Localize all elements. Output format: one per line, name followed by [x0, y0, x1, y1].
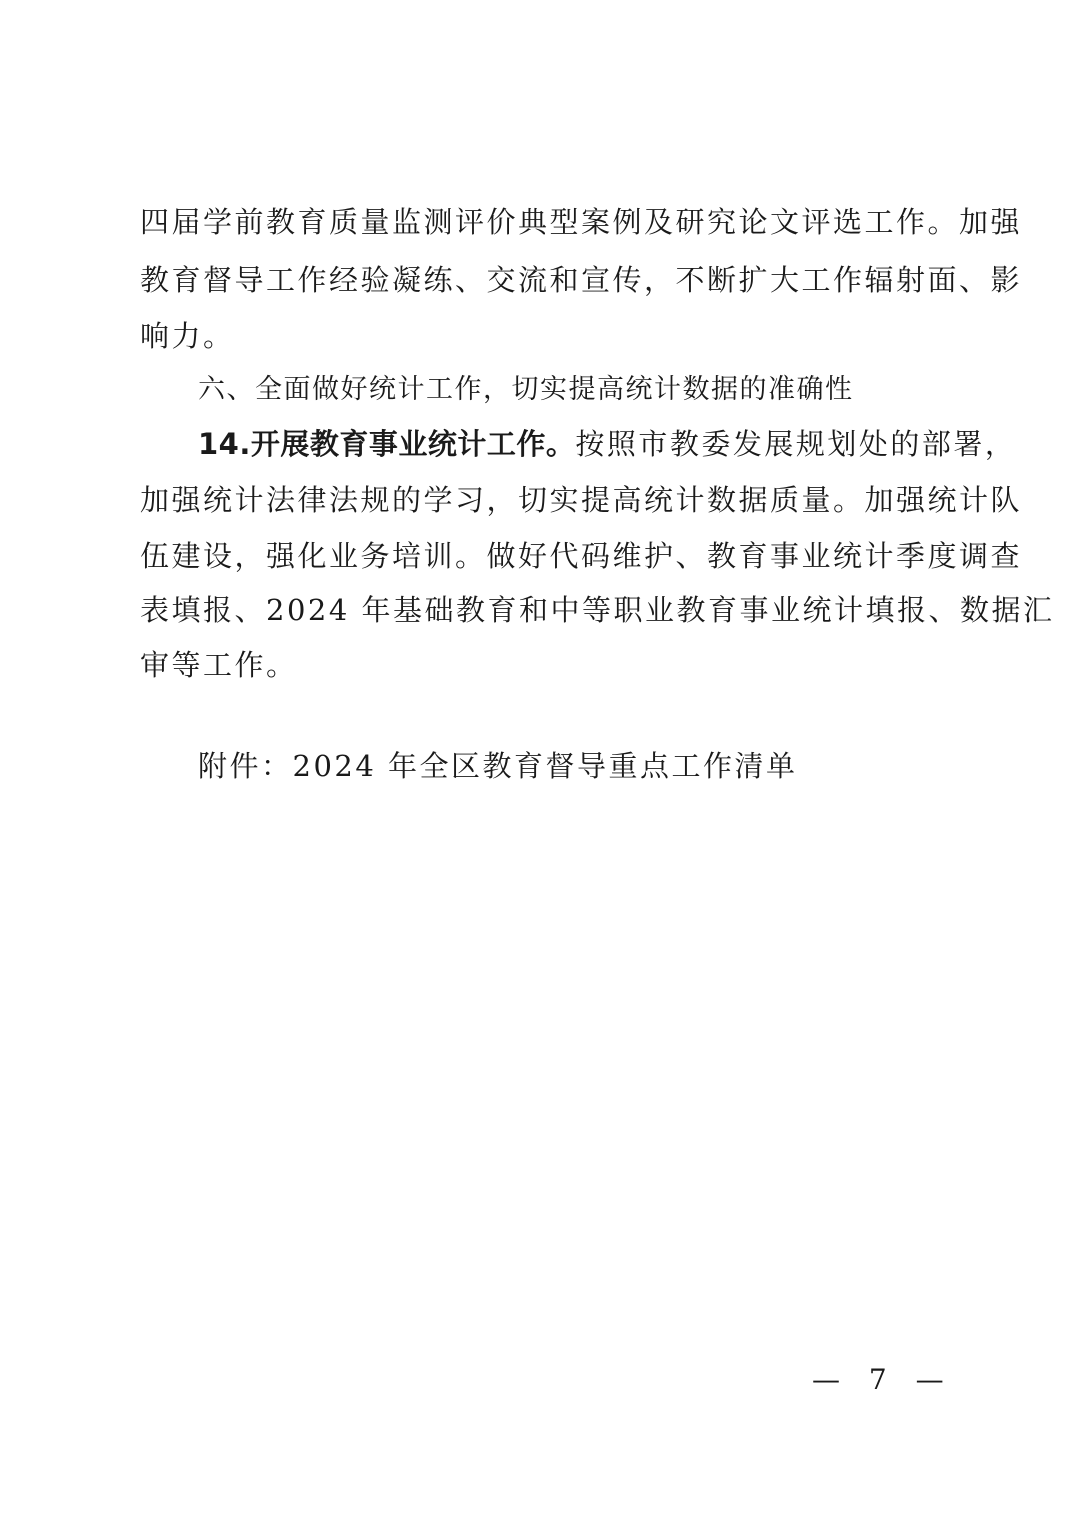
item-14-line-4: 表填报、2024 年基础教育和中等职业教育事业统计填报、数据汇 — [140, 593, 1055, 627]
item-14-first-line-text: 按照市教委发展规划处的部署， — [575, 427, 1017, 461]
item-14-first-line — [198, 424, 1017, 464]
item-14-title: 14.开展教育事业统计工作。 — [198, 427, 576, 461]
paragraph-line-3: 响力。 — [140, 319, 235, 353]
page-number: — 7 — — [812, 1363, 954, 1396]
item-14-line-5: 审等工作。 — [140, 648, 298, 682]
attachment-note: 附件：2024 年全区教育督导重点工作清单 — [198, 749, 798, 783]
section-heading: 六、全面做好统计工作，切实提高统计数据的准确性 — [198, 374, 854, 405]
item-14-line-3: 伍建设，强化业务培训。做好代码维护、教育事业统计季度调查 — [140, 539, 1023, 573]
paragraph-line-2: 教育督导工作经验凝练、交流和宣传，不断扩大工作辐射面、影 — [140, 263, 1023, 297]
item-14-line-2: 加强统计法律法规的学习，切实提高统计数据质量。加强统计队 — [140, 483, 1023, 517]
paragraph-line-1: 四届学前教育质量监测评价典型案例及研究论文评选工作。加强 — [140, 205, 1023, 239]
